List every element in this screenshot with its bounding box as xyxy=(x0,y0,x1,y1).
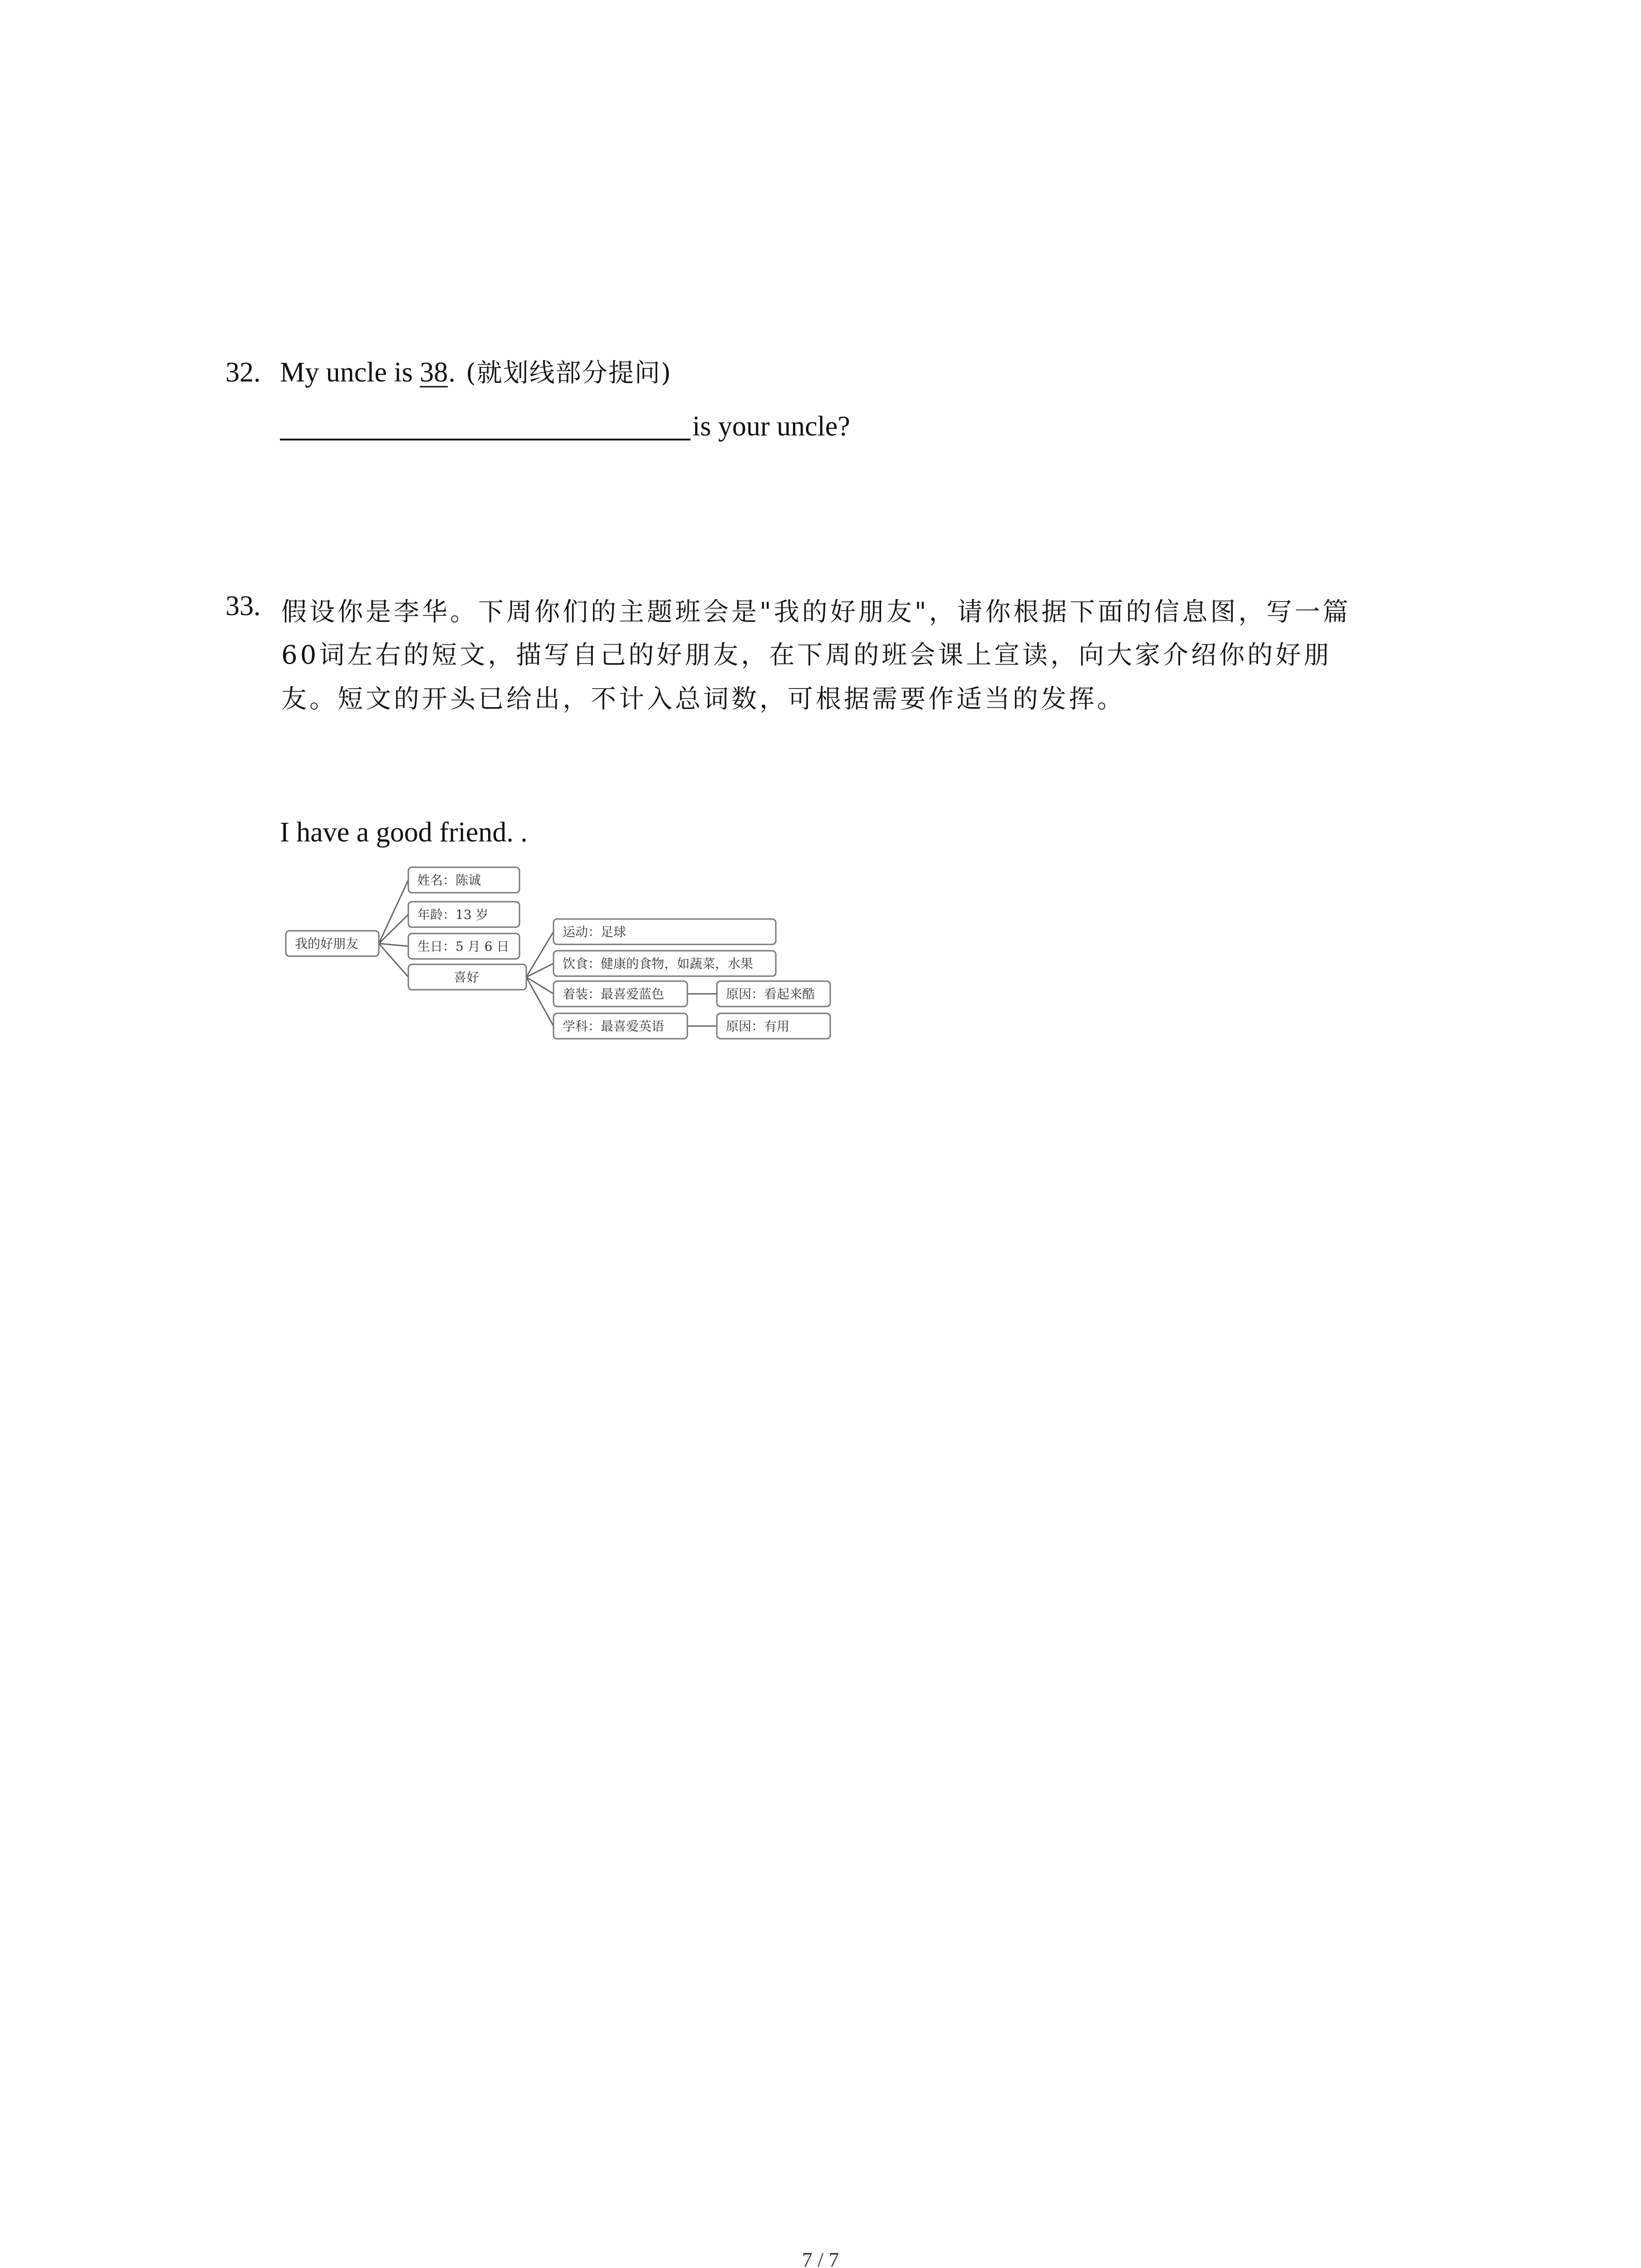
mindmap-hobbies: 喜好 xyxy=(454,970,480,985)
answer-blank[interactable] xyxy=(280,411,691,440)
mindmap-subject-reason: 原因：有用 xyxy=(726,1019,790,1034)
mindmap-clothing: 着装：最喜爱蓝色 xyxy=(563,987,665,1002)
question-33-line-3: 友。短文的开头已给出，不计入总词数，可根据需要作适当的发挥。 xyxy=(281,684,1125,714)
essay-starter: I have a good friend. . xyxy=(280,817,528,848)
question-number: 32. xyxy=(225,357,261,388)
mindmap-subject: 学科：最喜爱英语 xyxy=(563,1019,665,1034)
underlined-answer: 38 xyxy=(420,357,448,388)
question-33-line-1: 假设你是李华。下周你们的主题班会是"我的好朋友"，请你根据下面的信息图，写一篇 xyxy=(281,597,1351,627)
page-number: 7 / 7 xyxy=(802,2248,839,2268)
mindmap-clothing-reason: 原因：看起来酷 xyxy=(726,987,815,1002)
mindmap-root: 我的好朋友 xyxy=(295,936,359,951)
mindmap-age: 年龄：13 岁 xyxy=(417,907,489,922)
question-32-answer-line: is your uncle? xyxy=(280,411,850,440)
question-32-prompt: My uncle is 38. (就划线部分提问) xyxy=(280,357,672,388)
question-33-line-2: 60词左右的短文，描写自己的好朋友，在下周的班会课上宣读，向大家介绍你的好朋 xyxy=(281,640,1332,670)
question-32 xyxy=(225,358,1496,449)
question-number: 33. xyxy=(225,591,261,621)
mindmap-name: 姓名：陈诚 xyxy=(417,873,481,888)
mindmap-birthday: 生日：5 月 6 日 xyxy=(417,939,509,954)
mindmap-sport: 运动：足球 xyxy=(563,924,627,939)
friend-info-mindmap xyxy=(281,857,844,1084)
mindmap-diet: 饮食：健康的食物，如蔬菜，水果 xyxy=(563,956,754,971)
